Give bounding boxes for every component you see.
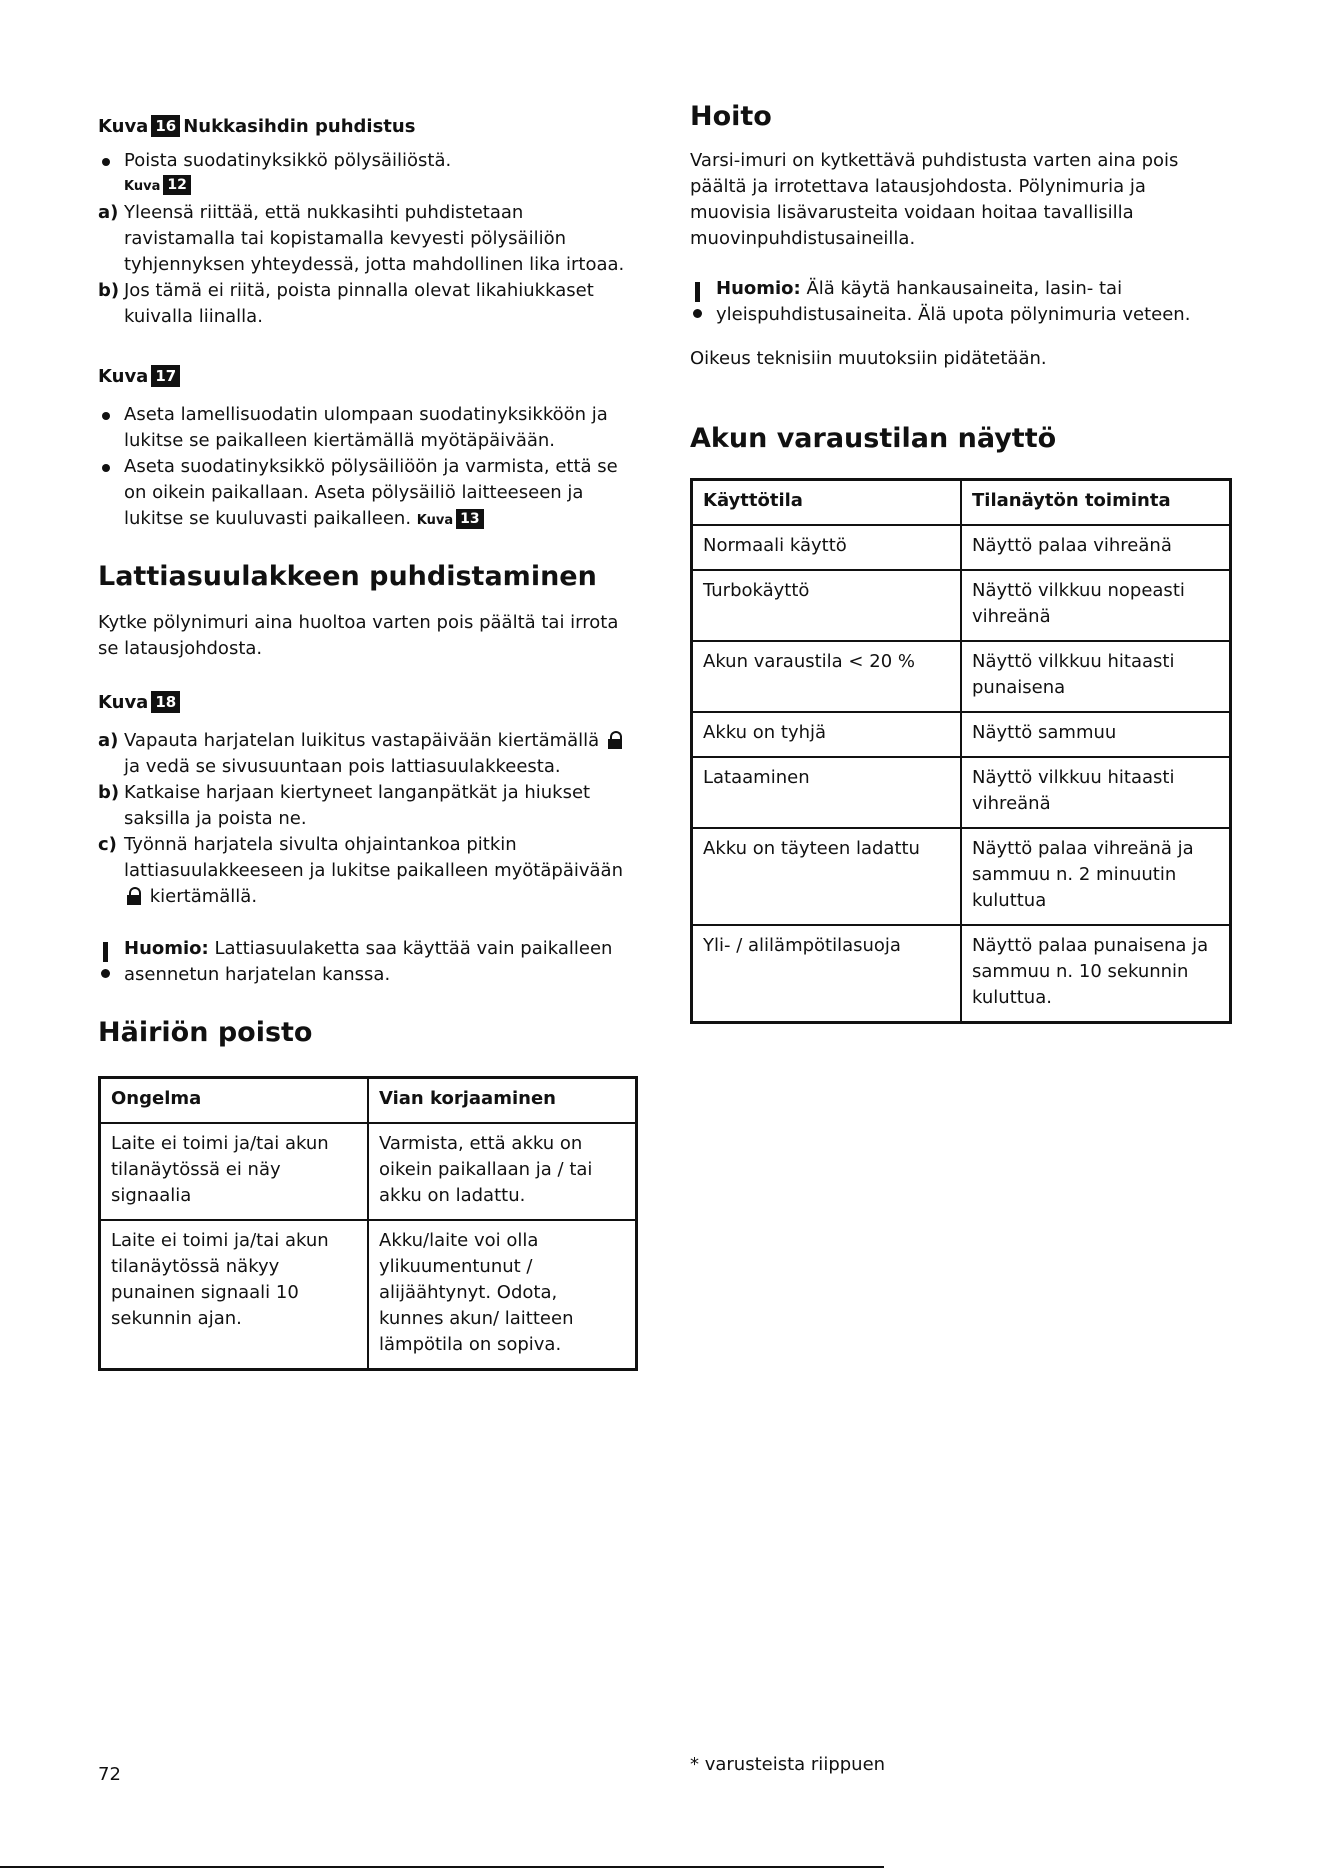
exclamation-icon bbox=[98, 938, 114, 980]
list-item: Poista suodatinyksikkö pölysäiliöstä. bbox=[98, 148, 638, 174]
kuva12-reference bbox=[98, 174, 638, 200]
table-cell: Lataaminen bbox=[692, 757, 962, 828]
kuva16-title: Nukkasihdin puhdistus bbox=[183, 116, 416, 137]
table-row bbox=[692, 641, 1231, 712]
kuva-label: Kuva bbox=[124, 179, 161, 194]
section-heading-care: Hoito bbox=[690, 101, 772, 132]
kuva18-heading bbox=[98, 690, 638, 716]
step-text: ja vedä se sivusuuntaan pois lattiasuulakkeesta. bbox=[124, 756, 561, 777]
kuva17-heading bbox=[98, 364, 638, 390]
step-item bbox=[98, 728, 638, 780]
figure-number-badge: 12 bbox=[163, 175, 190, 195]
floor-nozzle-notice bbox=[98, 936, 638, 988]
step-text: Yleensä riittää, että nukkasihti puhdistetaan ravistamalla tai kopistamalla kevyesti pölysäiliön tyhjennyksen yhteydessä, jotta mahdollinen lika irtoaa. bbox=[124, 202, 625, 275]
kuva-label: Kuva bbox=[98, 366, 149, 387]
step-item bbox=[98, 200, 638, 278]
kuva18-steps bbox=[98, 728, 638, 910]
table-row bbox=[692, 828, 1231, 925]
step-text: Vapauta harjatelan luikitus vastapäivään kiertämällä bbox=[124, 730, 600, 751]
rights-reserved-text: Oikeus teknisiin muutoksiin pidätetään. bbox=[690, 348, 1047, 369]
table-cell: Näyttö palaa vihreänä bbox=[961, 525, 1231, 570]
table-cell: Akku on täyteen ladattu bbox=[692, 828, 962, 925]
figure-number-badge: 16 bbox=[151, 115, 180, 137]
floor-intro-text: Kytke pölynimuri aina huoltoa varten pois päältä tai irrota se latausjohdosta. bbox=[98, 612, 619, 659]
figure-number-badge: 18 bbox=[151, 691, 180, 713]
table-row bbox=[692, 925, 1231, 1023]
table-cell: Normaali käyttö bbox=[692, 525, 962, 570]
table-cell: Laite ei toimi ja/tai akun tilanäytössä näkyy punainen signaali 10 sekunnin ajan. bbox=[100, 1220, 369, 1370]
kuva16-steps bbox=[98, 200, 638, 330]
left-column bbox=[98, 100, 638, 1371]
column-header: Vian korjaaminen bbox=[368, 1078, 637, 1124]
care-text: Varsi-imuri on kytkettävä puhdistusta varten aina pois päältä ja irrotettava latausjohdosta. Pölynimuria ja muovisia lisävarusteita voidaan hoitaa tavallisilla muovinpuhdistusaineilla. bbox=[690, 150, 1179, 249]
battery-status-table bbox=[690, 478, 1232, 1024]
table-cell: Akun varaustila < 20 % bbox=[692, 641, 962, 712]
step-text: Työnnä harjatela sivulta ohjaintankoa pitkin lattiasuulakkeeseen ja lukitse paikalleen myötäpäivään bbox=[124, 834, 623, 881]
page-number: 72 bbox=[98, 1764, 121, 1785]
lock-icon bbox=[608, 731, 622, 749]
step-item bbox=[98, 780, 638, 832]
kuva-label: Kuva bbox=[416, 513, 454, 528]
table-cell: Näyttö palaa punaisena ja sammuu n. 10 sekunnin kuluttua. bbox=[961, 925, 1231, 1023]
notice-label: Huomio: bbox=[124, 938, 209, 959]
footnote: * varusteista riippuen bbox=[690, 1754, 886, 1775]
table-cell: Turbokäyttö bbox=[692, 570, 962, 641]
right-column bbox=[690, 100, 1232, 1024]
lock-icon bbox=[127, 887, 141, 905]
kuva17-bullet-list bbox=[98, 402, 638, 534]
kuva16-bullet-list bbox=[98, 148, 638, 174]
kuva-label: Kuva bbox=[98, 692, 149, 713]
table-cell: Akku on tyhjä bbox=[692, 712, 962, 757]
table-row bbox=[692, 525, 1231, 570]
notice-label: Huomio: bbox=[716, 278, 801, 299]
step-text: Katkaise harjaan kiertyneet langanpätkät ja hiukset saksilla ja poista ne. bbox=[124, 782, 591, 829]
step-label: b) bbox=[98, 782, 120, 803]
table-cell: Näyttö vilkkuu hitaasti vihreänä bbox=[961, 757, 1231, 828]
table-cell: Näyttö vilkkuu hitaasti punaisena bbox=[961, 641, 1231, 712]
step-label: b) bbox=[98, 280, 120, 301]
notice-text: Älä käytä hankausaineita, lasin- tai yleispuhdistusaineita. Älä upota pölynimuria veteen. bbox=[716, 278, 1191, 325]
troubleshooting-table bbox=[98, 1076, 638, 1371]
step-label: c) bbox=[98, 834, 117, 855]
column-header: Tilanäytön toiminta bbox=[961, 480, 1231, 526]
list-item-text: Aseta suodatinyksikkö pölysäiliöön ja varmista, että se on oikein paikallaan. Aseta pölysäiliö laitteeseen ja lukitse se kuuluvasti paikalleen. bbox=[124, 456, 618, 529]
care-notice bbox=[690, 276, 1232, 328]
figure-number-badge: 13 bbox=[456, 509, 483, 529]
list-item: Aseta lamellisuodatin ulompaan suodatinyksikköön ja lukitse se paikalleen kiertämällä myötäpäivään. bbox=[98, 402, 638, 454]
step-item bbox=[98, 832, 638, 910]
section-heading-battery-status: Akun varaustilan näyttö bbox=[690, 423, 1057, 454]
table-cell: Akku/laite voi olla ylikuumentunut / alijäähtynyt. Odota, kunnes akun/ laitteen lämpötila on sopiva. bbox=[368, 1220, 637, 1370]
step-label: a) bbox=[98, 202, 119, 223]
section-heading-troubleshooting: Häiriön poisto bbox=[98, 1017, 313, 1048]
table-cell: Näyttö palaa vihreänä ja sammuu n. 2 minuutin kuluttua bbox=[961, 828, 1231, 925]
step-text: kiertämällä. bbox=[149, 886, 258, 907]
table-cell: Näyttö vilkkuu nopeasti vihreänä bbox=[961, 570, 1231, 641]
step-item bbox=[98, 278, 638, 330]
list-item bbox=[98, 454, 638, 534]
notice-text: Lattiasuulaketta saa käyttää vain paikalleen asennetun harjatelan kanssa. bbox=[124, 938, 613, 985]
table-row bbox=[692, 570, 1231, 641]
section-heading-floor-nozzle: Lattiasuulakkeen puhdistaminen bbox=[98, 561, 597, 592]
exclamation-icon bbox=[690, 278, 706, 320]
table-header-row bbox=[100, 1078, 637, 1124]
step-label: a) bbox=[98, 730, 119, 751]
table-row bbox=[692, 712, 1231, 757]
kuva-label: Kuva bbox=[98, 116, 149, 137]
figure-number-badge: 17 bbox=[151, 365, 180, 387]
table-cell: Laite ei toimi ja/tai akun tilanäytössä ei näy signaalia bbox=[100, 1123, 369, 1220]
kuva16-heading bbox=[98, 114, 638, 140]
step-text: Jos tämä ei riitä, poista pinnalla olevat likahiukkaset kuivalla liinalla. bbox=[124, 280, 594, 327]
table-cell: Yli- / alilämpötilasuoja bbox=[692, 925, 962, 1023]
table-row bbox=[100, 1123, 637, 1220]
kuva13-reference bbox=[417, 513, 487, 528]
table-cell: Varmista, että akku on oikein paikallaan ja / tai akku on ladattu. bbox=[368, 1123, 637, 1220]
table-row bbox=[100, 1220, 637, 1370]
column-header: Ongelma bbox=[100, 1078, 369, 1124]
table-header-row bbox=[692, 480, 1231, 526]
bottom-divider bbox=[0, 1866, 884, 1868]
table-cell: Näyttö sammuu bbox=[961, 712, 1231, 757]
table-row bbox=[692, 757, 1231, 828]
column-header: Käyttötila bbox=[692, 480, 962, 526]
